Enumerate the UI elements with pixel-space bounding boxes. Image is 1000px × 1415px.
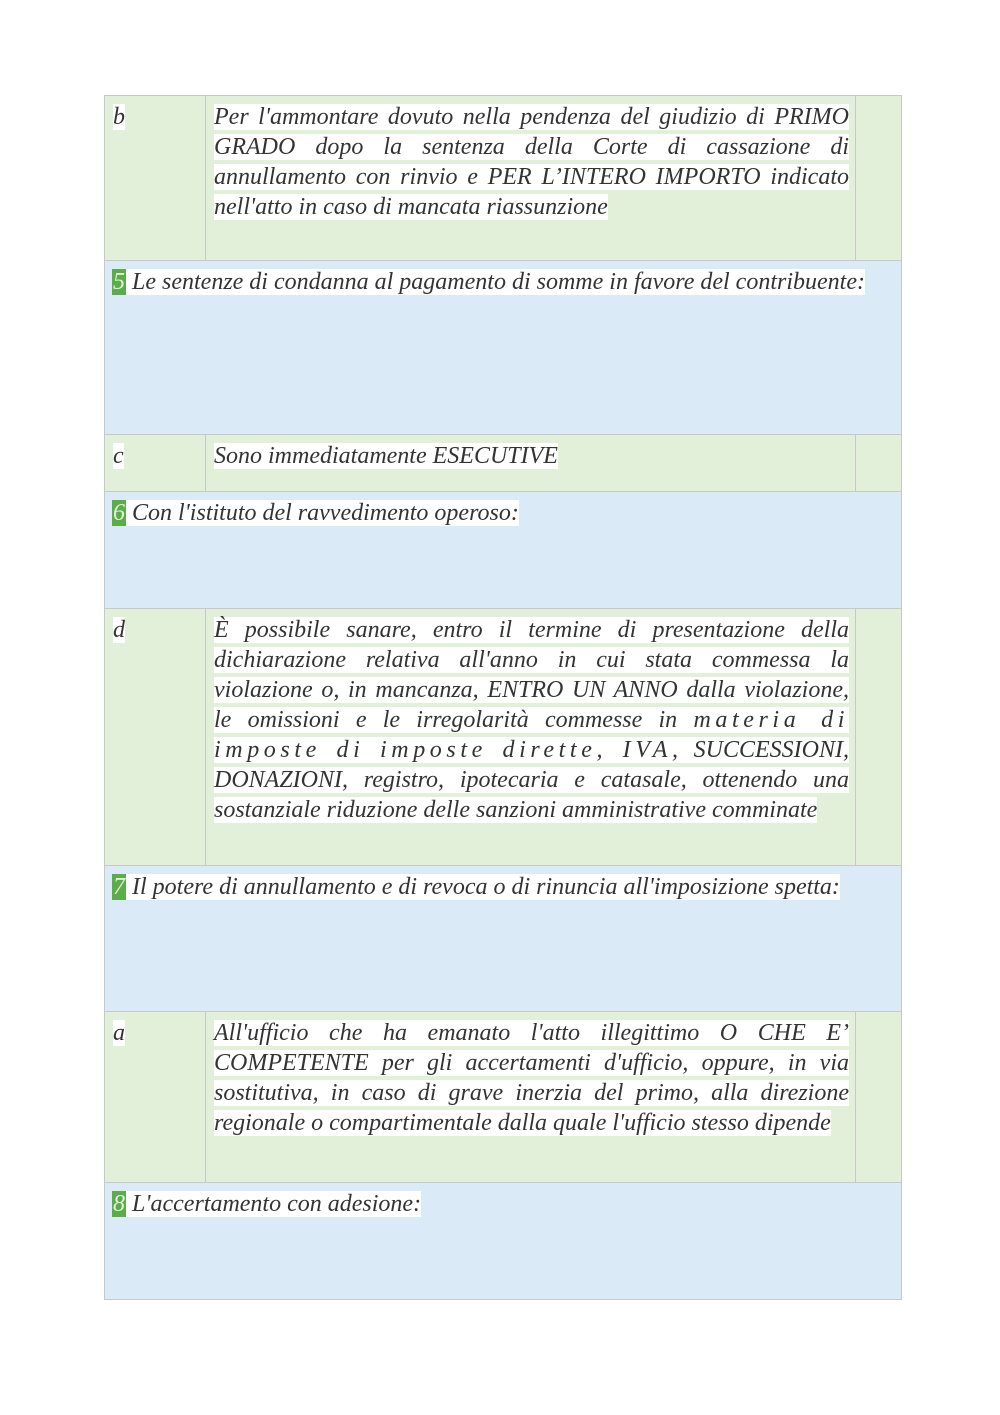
answer-letter: a bbox=[105, 1012, 206, 1182]
question-number: 6 bbox=[113, 500, 125, 526]
answer-text: Sono immediatamente ESECUTIVE bbox=[206, 435, 856, 491]
quiz-table bbox=[104, 95, 902, 1300]
answer-row-a bbox=[105, 1012, 901, 1183]
answer-row-b bbox=[105, 96, 901, 261]
answer-row-c bbox=[105, 435, 901, 492]
answer-check-cell bbox=[856, 609, 901, 865]
question-row-7 bbox=[105, 866, 901, 1012]
question-text: L'accertamento con adesione: bbox=[126, 1191, 422, 1217]
answer-text: Per l'ammontare dovuto nella pendenza del giudizio di PRIMO GRADO dopo la sentenza della Corte di cassazione di annullamento con rinvio e PER L’INTERO IMPORTO indicato nell'atto in caso di mancata riassunzione bbox=[206, 96, 856, 260]
question-row-6 bbox=[105, 492, 901, 609]
answer-check-cell bbox=[856, 435, 901, 491]
question-number: 8 bbox=[113, 1191, 125, 1217]
answer-check-cell bbox=[856, 96, 901, 260]
question-text: Con l'istituto del ravvedimento operoso: bbox=[126, 500, 519, 526]
answer-text: È possibile sanare, entro il termine di presentazione della dichiarazione relativa all'anno in cui stata commessa la violazione o, in mancanza, ENTRO UN ANNO dalla violazione, le omissioni e le irregolarità commesse in materia di imposte di imposte dirette, IVA, SUCCESSIONI, DONAZIONI, registro, ipotecaria e catasale, ottenendo una sostanziale riduzione delle sanzioni amministrative comminate bbox=[206, 609, 856, 865]
answer-letter: b bbox=[105, 96, 206, 260]
answer-text: All'ufficio che ha emanato l'atto illegittimo O CHE E’ COMPETENTE per gli accertamenti d'ufficio, oppure, in via sostitutiva, in caso di grave inerzia del primo, alla direzione regionale o compartimentale dalla quale l'ufficio stesso dipende bbox=[206, 1012, 856, 1182]
question-number: 5 bbox=[113, 269, 125, 295]
question-text: Le sentenze di condanna al pagamento di somme in favore del contribuente: bbox=[126, 269, 865, 295]
answer-letter: d bbox=[105, 609, 206, 865]
answer-letter: c bbox=[105, 435, 206, 491]
answer-check-cell bbox=[856, 1012, 901, 1182]
answer-row-d bbox=[105, 609, 901, 866]
question-row-8 bbox=[105, 1183, 901, 1299]
question-row-5 bbox=[105, 261, 901, 435]
question-number: 7 bbox=[113, 874, 125, 900]
question-text: Il potere di annullamento e di revoca o di rinuncia all'imposizione spetta: bbox=[126, 874, 840, 900]
